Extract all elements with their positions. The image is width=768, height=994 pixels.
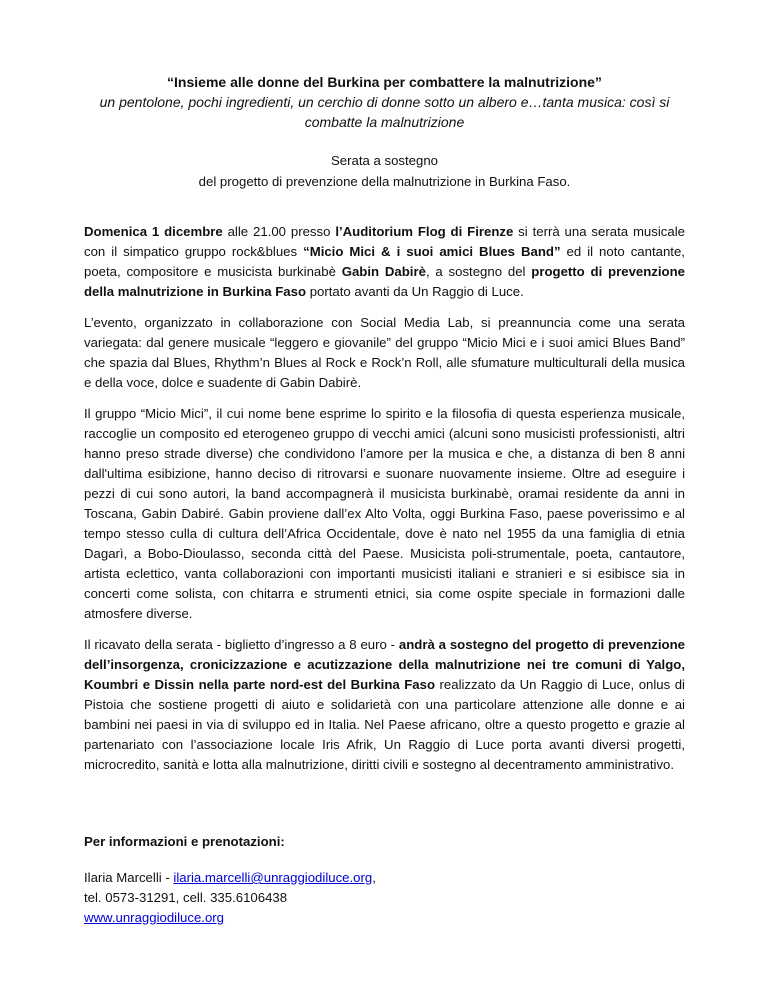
paragraph-band: Il gruppo “Micio Mici”, il cui nome bene esprime lo spirito e la filosofia di questa esperienza musicale, raccoglie un composito ed eterogeneo gruppo di vecchi amici (alcuni sono musicisti professionisti, altri hanno preso strade diverse) che condividono l’amore per la musica e che, a distanza di ben 8 anni dall'ultima esibizione, hanno deciso di ritrovarsi e suonare nuovamente insieme. Oltre ad eseguire i pezzi di cui sono autori, la band accompagnerà il musicista burkinabè, oramai residente da anni in Toscana, Gabin Dabiré. Gabin proviene dall’ex Alto Volta, oggi Burkina Faso, paese poverissimo e al tempo stesso culla di cultura dell’Africa Occidentale, dove è nato nel 1955 da una famiglia di etnia Dagarì, a Bobo-Dioulasso, seconda città del Paese. Musicista poli-strumentale, poeta, cantautore, artista eclettico, vanta collaborazioni con importanti musicisti italiani e stranieri e si esibisce sia in concerti come solista, con chitarra e strumenti etnici, sia come ospite speciale in formazioni dalle atmosfere diverse.	[84, 406, 685, 621]
text-span: ed il noto cantante, poeta, compositore e musicista burkinabè	[84, 244, 685, 279]
document-title: “Insieme alle donne del Burkina per combattere la malnutrizione”	[167, 74, 602, 90]
paragraph-proceeds	[84, 635, 685, 775]
proceeds-purpose: andrà a sostegno del progetto di prevenzione dell’insorgenza, cronicizzazione e acutizzazione della malnutrizione nei tre comuni di Yalgo, Koumbri e Dissin nella parte nord-est del Burkina Faso	[84, 637, 686, 692]
project-name: progetto di prevenzione della malnutrizione in Burkina Faso	[84, 264, 686, 299]
band-name: “Micio Mici & i suoi amici Blues Band”	[303, 244, 561, 259]
info-heading: Per informazioni e prenotazioni:	[84, 834, 285, 849]
text-span: portato avanti da Un Raggio di Luce.	[306, 284, 524, 299]
support-line-1: Serata a sostegno	[330, 153, 439, 168]
text-span: Il ricavato della serata - biglietto d’ingresso a 8 euro -	[84, 637, 399, 652]
paragraph-event	[84, 222, 685, 302]
support-heading	[84, 150, 685, 192]
event-venue: l’Auditorium Flog di Firenze	[335, 224, 514, 239]
text-span: si terrà una serata musicale con il simpatico gruppo rock&blues	[84, 224, 685, 259]
paragraph-organization: L’evento, organizzato in collaborazione con Social Media Lab, si preannuncia come una serata variegata: dal genere musicale “leggero e giovanile” del gruppo “Micio Mici e i suoi amici Blues Band” che spazia dal Blues, Rhythm’n Blues al Rock e Rock’n Roll, alle sfumature multiculturali della musica e della voce, dolce e suadente di Gabin Dabirè.	[84, 315, 685, 390]
text-span: , a sostegno del	[425, 264, 532, 279]
event-date: Domenica 1 dicembre	[84, 224, 223, 239]
contact-name: Ilaria Marcelli -	[84, 870, 174, 885]
contact-phone: tel. 0573-31291, cell. 335.6106438	[84, 890, 288, 905]
document-subtitle: un pentolone, pochi ingredienti, un cerchio di donne sotto un albero e…tanta musica: così si combatte la malnutrizione	[99, 94, 670, 130]
text-span: alle 21.00 presso	[222, 224, 336, 239]
website-link[interactable]: www.unraggiodiluce.org	[84, 910, 225, 925]
contact-name-line	[84, 868, 685, 888]
text-span: realizzato da Un Raggio di Luce, onlus di Pistoia che sostiene progetti di aiuto e solidarietà con una particolare attenzione alle donne e ai bambini nei paesi in via di sviluppo ed in Italia. Nel Paese africano, oltre a questo progetto e grazie al partenariato con l’associazione locale Iris Afrik, Un Raggio di Luce porta avanti diversi progetti, microcredito, sanità e lotta alla malnutrizione, diritti civili e sostegno al decentramento amministrativo.	[84, 677, 685, 772]
contact-block	[84, 868, 685, 928]
artist-name: Gabin Dabirè	[341, 264, 426, 279]
text-span: ,	[372, 870, 376, 885]
support-line-2: del progetto di prevenzione della malnutrizione in Burkina Faso.	[198, 174, 571, 189]
email-link[interactable]: ilaria.marcelli@unraggiodiluce.org	[173, 870, 373, 885]
